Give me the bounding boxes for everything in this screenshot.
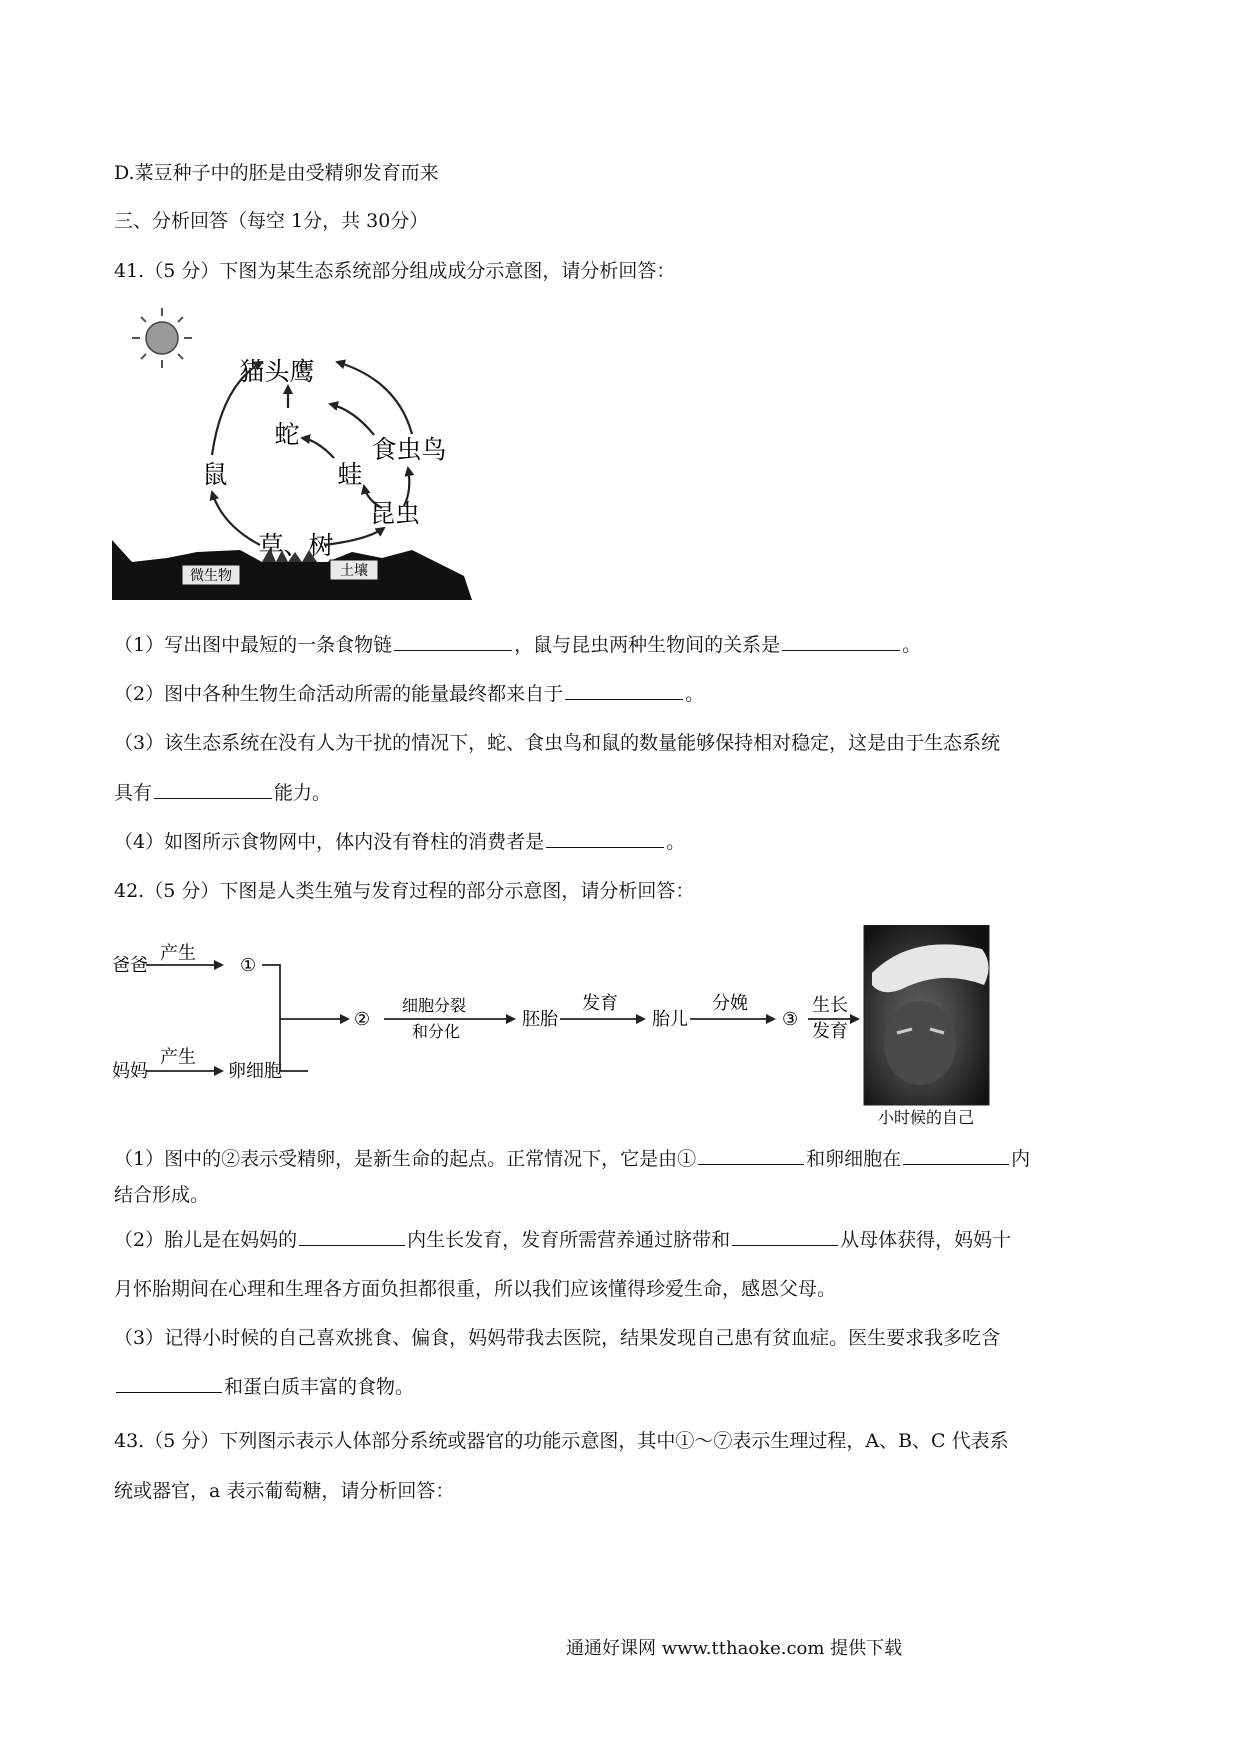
q41-sub4: [114, 829, 685, 855]
label-produce-1: 产生: [160, 943, 196, 964]
q41-sub4-text-b: 。: [666, 831, 686, 853]
q41-sub1-text-b: ，鼠与昆虫两种生物间的关系是: [514, 634, 781, 656]
label-division-2: 和分化: [412, 1022, 461, 1041]
label-frog: 蛙: [337, 460, 363, 489]
label-birth: 分娩: [712, 993, 748, 1014]
q41-sub2-text-a: （2）图中各种生物生命活动所需的能量最终都来自于: [114, 683, 564, 705]
q42-sub2-text-b: 内生长发育，发育所需营养通过脐带和: [407, 1229, 731, 1251]
q42-stem: 42.（5 分）下图是人类生殖与发育过程的部分示意图，请分析回答：: [114, 880, 695, 902]
q42-sub1-text-b: 和卵细胞在: [806, 1148, 902, 1170]
answer-blank[interactable]: [732, 1227, 838, 1246]
process-arrows: [146, 965, 858, 1071]
q42-sub1-text-a: （1）图中的②表示受精卵，是新生命的起点。正常情况下，它是由①: [114, 1148, 697, 1170]
q42-sub1-line1: [114, 1146, 1030, 1172]
q41-sub3-text-b: 具有: [114, 782, 153, 804]
label-snake: 蛇: [274, 420, 300, 449]
label-grow-2: 发育: [812, 1021, 848, 1042]
ecosystem-diagram: [112, 300, 472, 610]
label-mouse: 鼠: [202, 460, 228, 489]
label-circle-1: ①: [240, 955, 257, 976]
label-insect: 昆虫: [369, 499, 421, 528]
sun-icon: [132, 308, 192, 368]
label-grass: 草、树: [258, 531, 334, 560]
answer-blank[interactable]: [299, 1227, 405, 1246]
q41-sub3-line2: [114, 780, 331, 806]
answer-blank[interactable]: [782, 632, 900, 651]
answer-blank[interactable]: [698, 1146, 804, 1165]
label-embryo: 胚胎: [522, 1009, 558, 1030]
answer-blank[interactable]: [116, 1374, 222, 1393]
q42-sub3-line2: [114, 1374, 414, 1400]
q42-sub1-line2: 结合形成。: [114, 1184, 210, 1206]
page-footer: 通通好课网 www.tthaoke.com 提供下载: [566, 1638, 903, 1659]
q41-sub4-text-a: （4）如图所示食物网中，体内没有脊柱的消费者是: [114, 831, 545, 853]
q43-line1: 43.（5 分）下列图示表示人体部分系统或器官的功能示意图，其中①～⑦表示生理过程，A、B、C 代表系: [114, 1430, 1009, 1452]
q41-sub1: [114, 632, 921, 658]
label-circle-3: ③: [782, 1009, 799, 1030]
label-soil: 土壤: [340, 563, 368, 579]
photo-caption: 小时候的自己: [877, 1108, 975, 1127]
reproduction-diagram: [112, 925, 1012, 1135]
section-title: 三、分析回答（每空 1分，共 30分）: [114, 210, 429, 232]
label-fetus: 胎儿: [652, 1009, 688, 1030]
q42-sub2-text-a: （2）胎儿是在妈妈的: [114, 1229, 298, 1251]
answer-blank[interactable]: [154, 780, 272, 799]
label-produce-2: 产生: [160, 1047, 196, 1068]
label-circle-2: ②: [354, 1009, 371, 1030]
q41-sub1-text-a: （1）写出图中最短的一条食物链: [114, 634, 393, 656]
answer-blank[interactable]: [546, 829, 664, 848]
label-bird: 食虫鸟: [371, 435, 447, 464]
label-microbe: 微生物: [190, 568, 232, 584]
q42-sub2-text-c: 从母体获得，妈妈十: [840, 1229, 1012, 1251]
q41-sub3-text-c: 能力。: [274, 782, 332, 804]
q41-sub2-text-b: 。: [685, 683, 705, 705]
option-d: D.菜豆种子中的胚是由受精卵发育而来: [114, 162, 439, 184]
label-mom: 妈妈: [112, 1061, 148, 1082]
q42-sub3-text-b: 和蛋白质丰富的食物。: [224, 1376, 415, 1398]
q41-sub1-text-c: 。: [902, 634, 922, 656]
childhood-photo: [864, 925, 989, 1105]
label-division-1: 细胞分裂: [402, 996, 467, 1015]
q41-sub3-line1: （3）该生态系统在没有人为干扰的情况下，蛇、食虫鸟和鼠的数量能够保持相对稳定，这是由于生态系统: [114, 732, 1001, 754]
answer-blank[interactable]: [903, 1146, 1009, 1165]
q41-stem: 41.（5 分）下图为某生态系统部分组成成分示意图，请分析回答：: [114, 260, 676, 282]
q42-sub2-line2: 月怀胎期间在心理和生理各方面负担都很重，所以我们应该懂得珍爱生命，感恩父母。: [114, 1278, 837, 1300]
q42-sub3-line1: （3）记得小时候的自己喜欢挑食、偏食，妈妈带我去医院，结果发现自己患有贫血症。医生要求我多吃含: [114, 1327, 1001, 1349]
label-develop: 发育: [582, 993, 618, 1014]
answer-blank[interactable]: [394, 632, 512, 651]
label-dad: 爸爸: [112, 955, 148, 976]
q42-sub1-text-c: 内: [1011, 1148, 1031, 1170]
answer-blank[interactable]: [565, 681, 683, 700]
q42-sub2-line1: [114, 1227, 1011, 1253]
q41-sub2: [114, 681, 704, 707]
label-egg: 卵细胞: [228, 1061, 282, 1082]
label-grow-1: 生长: [812, 995, 848, 1016]
label-owl: 猫头鹰: [239, 357, 315, 386]
q43-line2: 统或器官，a 表示葡萄糖，请分析回答：: [114, 1480, 455, 1502]
